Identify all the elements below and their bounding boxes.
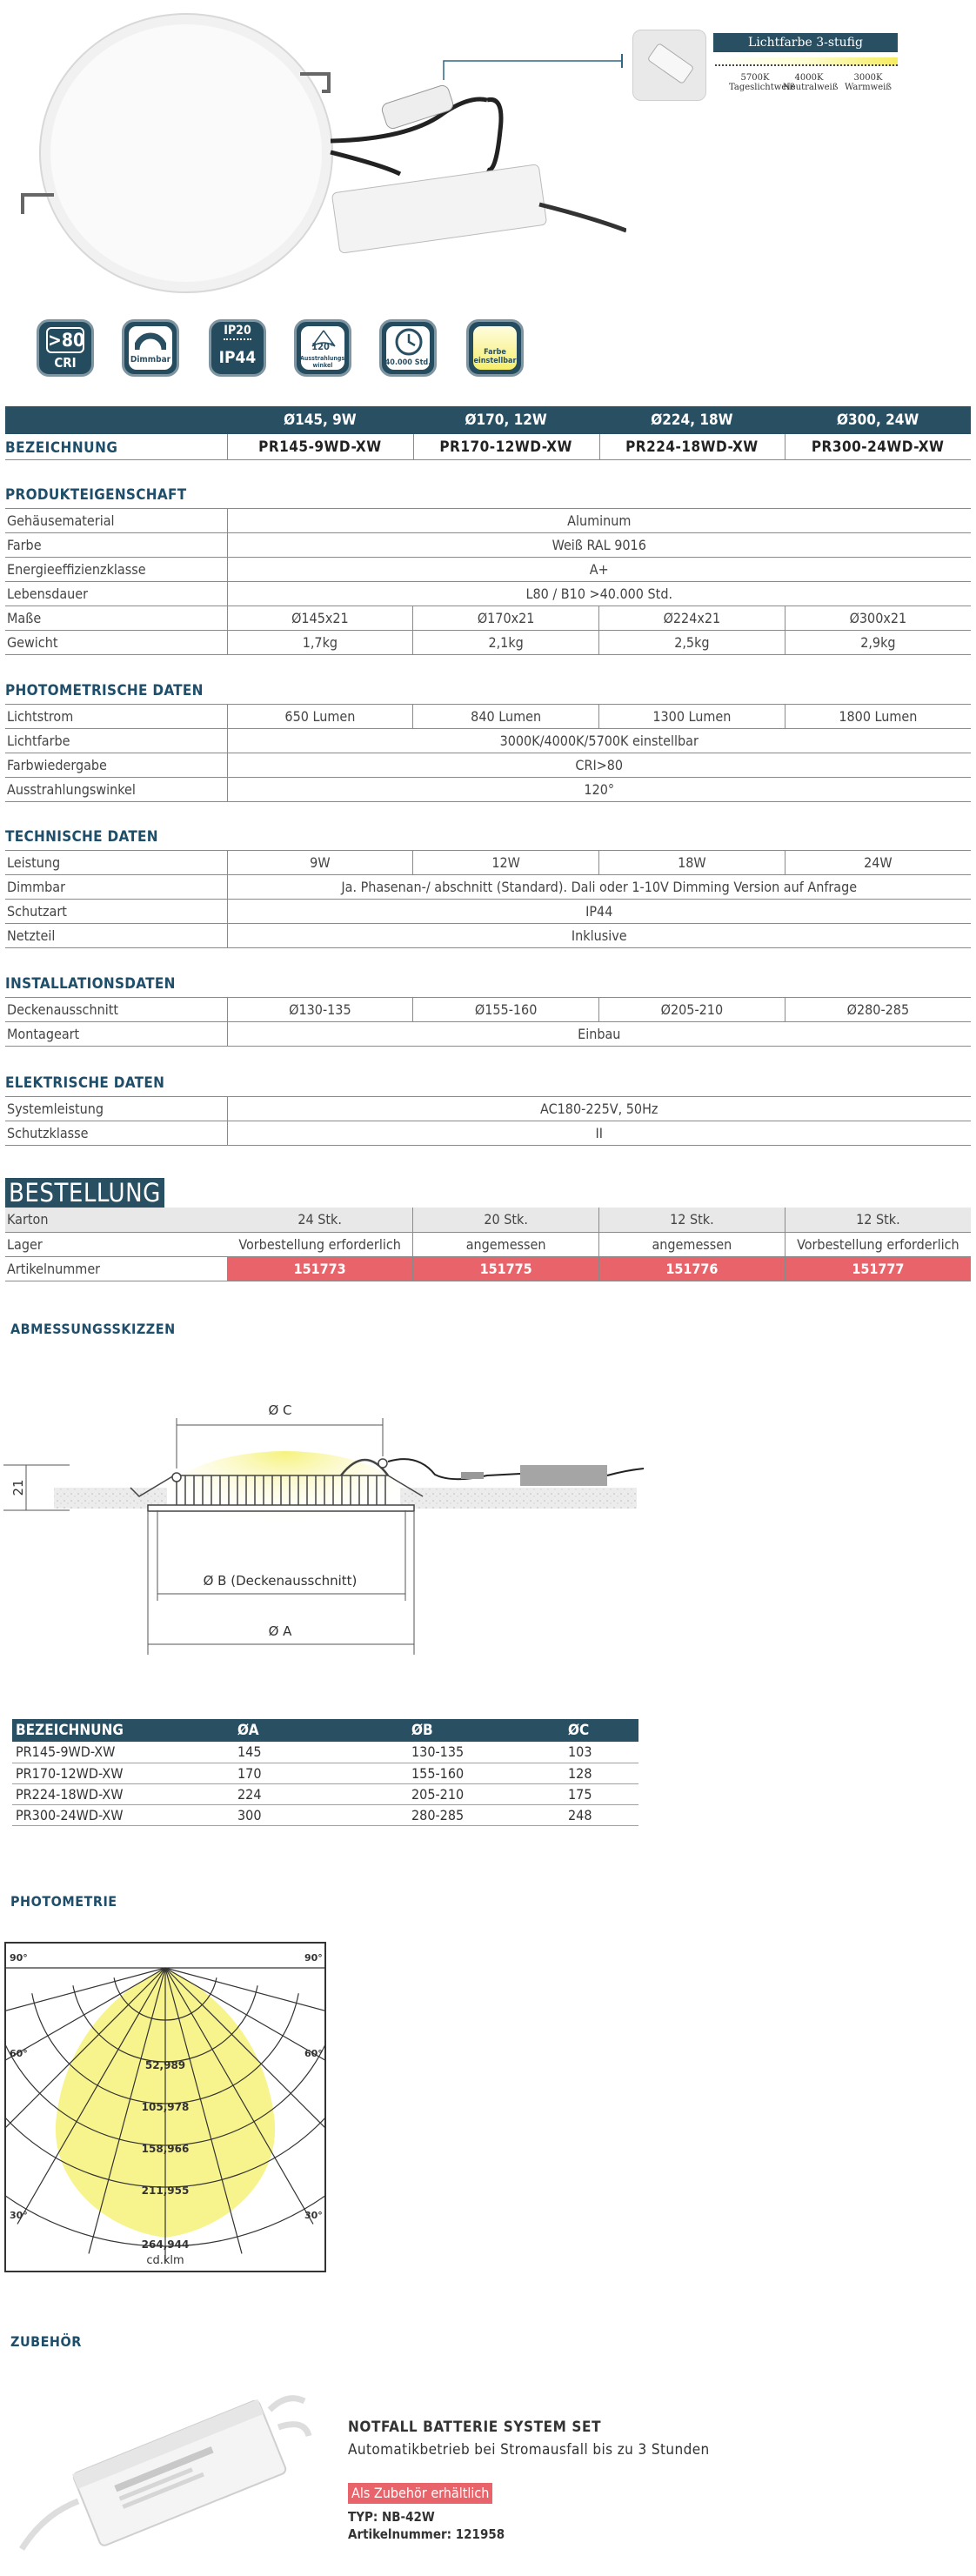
section-title-installation: INSTALLATIONSDATEN [5, 975, 176, 993]
order-table [5, 1208, 971, 1281]
angle-label: 30° [304, 2210, 323, 2221]
color-adjustable-icon: Farbe einstellbar [466, 319, 524, 377]
spec-value: 24W [785, 851, 971, 875]
cri-icon: >80 CRI [37, 319, 94, 377]
spec-label: Ausstrahlungswinkel [5, 778, 227, 802]
spec-label: Lichtstrom [5, 705, 227, 729]
bezeichnung-row [5, 434, 971, 460]
spec-row [5, 606, 971, 631]
zubehoer-title: ZUBEHÖR [10, 2333, 82, 2350]
unit-label: cd.klm [146, 2254, 184, 2267]
spec-row [5, 875, 971, 900]
dims-header: ØA [234, 1719, 408, 1742]
accessory-subtitle: Automatikbetrieb bei Stromausfall bis zu 3 Stunden [348, 2441, 710, 2459]
spec-row [5, 558, 971, 582]
order-label: Karton [5, 1208, 227, 1232]
spec-label: Gewicht [5, 631, 227, 655]
spec-row [5, 998, 971, 1022]
spec-table-installation [5, 997, 971, 1047]
order-value: 12 Stk. [785, 1208, 971, 1232]
dims-cell: 300 [234, 1804, 408, 1825]
dims-cell: 155-160 [408, 1763, 565, 1783]
product-photo [0, 0, 626, 296]
spec-label: Dimmbar [5, 875, 227, 900]
section-title-produkt: PRODUKTEIGENSCHAFT [5, 486, 187, 504]
col-header: Ø224, 18W [651, 411, 733, 429]
battery-pack-photo [17, 2384, 313, 2558]
bezeichnung-label: BEZEICHNUNG [5, 439, 118, 457]
col-header: Ø145, 9W [284, 411, 357, 429]
spec-value: 1300 Lumen [599, 705, 785, 729]
spec-value: II [227, 1121, 971, 1146]
dim-label-h: 21 [10, 1479, 26, 1496]
spec-value: Ja. Phasenan-/ abschnitt (Standard). Dali oder 1-10V Dimming Version auf Anfrage [227, 875, 971, 900]
accessory-badge: Als Zubehör erhältlich [348, 2483, 492, 2504]
angle-label: 60° [10, 2048, 28, 2059]
spec-value: 2,1kg [413, 631, 599, 655]
spec-value: Ø300x21 [785, 606, 971, 631]
spec-value: A+ [227, 558, 971, 582]
article-number: 151775 [413, 1256, 599, 1281]
order-value: angemessen [413, 1232, 599, 1256]
spec-label: Schutzklasse [5, 1121, 227, 1146]
spec-row [5, 582, 971, 606]
angle-label: 90° [10, 1952, 28, 1964]
model-header [5, 406, 971, 434]
spec-value: 9W [227, 851, 413, 875]
dims-cell: PR224-18WD-XW [12, 1783, 234, 1804]
spec-value: Ø224x21 [599, 606, 785, 631]
dims-cell: PR145-9WD-XW [12, 1742, 234, 1763]
dims-cell: 103 [565, 1742, 638, 1763]
spec-label: Gehäusematerial [5, 509, 227, 533]
spec-row [5, 778, 971, 802]
accessory-article: Artikelnummer: 121958 [348, 2526, 505, 2542]
section-title-photometrisch: PHOTOMETRISCHE DATEN [5, 682, 204, 699]
spec-row [5, 753, 971, 778]
spec-row [5, 533, 971, 558]
order-value: Vorbestellung erforderlich [785, 1232, 971, 1256]
spec-value: AC180-225V, 50Hz [227, 1097, 971, 1121]
order-row [5, 1256, 971, 1281]
col-header: Ø170, 12W [465, 411, 547, 429]
accessory-type: TYP: NB-42W [348, 2509, 435, 2525]
spec-row [5, 729, 971, 753]
spec-value: 12W [413, 851, 599, 875]
spec-value: 2,5kg [599, 631, 785, 655]
spec-value: 3000K/4000K/5700K einstellbar [227, 729, 971, 753]
dims-cell: 175 [565, 1783, 638, 1804]
spec-value: Ø205-210 [599, 998, 785, 1022]
spec-label: Maße [5, 606, 227, 631]
spec-value: CRI>80 [227, 753, 971, 778]
angle-label: 60° [304, 2048, 323, 2059]
spec-value: Ø170x21 [413, 606, 599, 631]
section-title-technisch: TECHNISCHE DATEN [5, 828, 158, 846]
spec-value: Ø145x21 [227, 606, 413, 631]
model-code: PR224-18WD-XW [625, 438, 759, 456]
controller-inset [632, 30, 706, 101]
spec-label: Schutzart [5, 900, 227, 924]
spec-table-elektrisch [5, 1096, 971, 1146]
ring-value: 211,955 [141, 2185, 190, 2197]
dim-label-b: Ø B (Deckenausschnitt) [203, 1573, 358, 1589]
spec-value: 1800 Lumen [785, 705, 971, 729]
spec-value: L80 / B10 >40.000 Std. [227, 582, 971, 606]
dims-table [12, 1719, 638, 1826]
model-code: PR145-9WD-XW [258, 438, 382, 456]
dims-header: ØB [408, 1719, 565, 1742]
lichtfarbe-gradient [715, 57, 898, 66]
spec-row [5, 1022, 971, 1047]
article-number: 151776 [599, 1256, 785, 1281]
spec-label: Lichtfarbe [5, 729, 227, 753]
spec-row [5, 705, 971, 729]
spec-row [5, 900, 971, 924]
spec-value: 650 Lumen [227, 705, 413, 729]
article-number: 151777 [785, 1256, 971, 1281]
spec-row [5, 1121, 971, 1146]
model-code: PR170-12WD-XW [439, 438, 572, 456]
dims-row [12, 1783, 638, 1804]
spec-value: 2,9kg [785, 631, 971, 655]
dims-cell: 145 [234, 1742, 408, 1763]
ring-value: 264,944 [141, 2238, 190, 2251]
ring-value: 105,978 [141, 2101, 190, 2113]
dims-header: BEZEICHNUNG [12, 1719, 234, 1742]
dims-cell: 224 [234, 1783, 408, 1804]
spec-row [5, 631, 971, 655]
spec-row [5, 1097, 971, 1121]
spec-value: 1,7kg [227, 631, 413, 655]
dim-label-c: Ø C [268, 1402, 292, 1418]
lichtfarbe-tick-5700: 5700K Tageslichtweiß [729, 73, 796, 92]
accessory-title: NOTFALL BATTERIE SYSTEM SET [348, 2419, 602, 2436]
order-value: Vorbestellung erforderlich [227, 1232, 413, 1256]
spec-value: 18W [599, 851, 785, 875]
model-code: PR300-24WD-XW [811, 438, 945, 456]
lifetime-icon: 40.000 Std. [379, 319, 437, 377]
dims-cell: 130-135 [408, 1742, 565, 1763]
angle-label: 30° [10, 2210, 28, 2221]
spec-label: Farbe [5, 533, 227, 558]
angle-label: 90° [304, 1952, 323, 1964]
order-label: Lager [5, 1232, 227, 1256]
dims-cell: 170 [234, 1763, 408, 1783]
spec-label: Montageart [5, 1022, 227, 1047]
spec-label: Leistung [5, 851, 227, 875]
spec-row [5, 509, 971, 533]
spec-label: Netzteil [5, 924, 227, 948]
spec-table-photometrisch [5, 704, 971, 802]
spec-value: Ø130-135 [227, 998, 413, 1022]
spec-value: Ø280-285 [785, 998, 971, 1022]
spec-label: Energieeffizienzklasse [5, 558, 227, 582]
spec-value: IP44 [227, 900, 971, 924]
order-value: angemessen [599, 1232, 785, 1256]
spec-label: Lebensdauer [5, 582, 227, 606]
order-row [5, 1208, 971, 1232]
spec-label: Systemleistung [5, 1097, 227, 1121]
dims-cell: PR300-24WD-XW [12, 1804, 234, 1825]
lichtfarbe-tick-4000: 4000K Neutralweiß [783, 73, 839, 92]
order-value: 12 Stk. [599, 1208, 785, 1232]
spec-value: Weiß RAL 9016 [227, 533, 971, 558]
spec-table-produkt [5, 508, 971, 655]
article-number: 151773 [227, 1256, 413, 1281]
spec-value: 120° [227, 778, 971, 802]
bestellung-title: BESTELLUNG [5, 1178, 164, 1208]
lichtfarbe-tick-3000: 3000K Warmweiß [845, 73, 892, 92]
order-label: Artikelnummer [5, 1256, 227, 1281]
spec-label: Deckenausschnitt [5, 998, 227, 1022]
order-row [5, 1232, 971, 1256]
ring-value: 158,966 [141, 2143, 190, 2155]
photometrie-title: PHOTOMETRIE [10, 1893, 117, 1910]
section-title-elektrisch: ELEKTRISCHE DATEN [5, 1074, 165, 1092]
lichtfarbe-label: Lichtfarbe 3-stufig [713, 33, 898, 52]
dims-cell: 128 [565, 1763, 638, 1783]
spec-label: Farbwiedergabe [5, 753, 227, 778]
dims-row [12, 1804, 638, 1825]
spec-row [5, 924, 971, 948]
beam-angle-icon: 120° Ausstrahlungs-winkel [294, 319, 351, 377]
col-header: Ø300, 24W [837, 411, 919, 429]
dims-header: ØC [565, 1719, 638, 1742]
spec-value: Aluminum [227, 509, 971, 533]
order-value: 24 Stk. [227, 1208, 413, 1232]
dims-cell: 205-210 [408, 1783, 565, 1804]
spec-value: 840 Lumen [413, 705, 599, 729]
ip-rating-icon: IP20 IP44 [209, 319, 266, 377]
dim-label-a: Ø A [268, 1623, 292, 1639]
dims-cell: PR170-12WD-XW [12, 1763, 234, 1783]
polar-diagram [4, 1942, 326, 2272]
order-value: 20 Stk. [413, 1208, 599, 1232]
spec-value: Einbau [227, 1022, 971, 1047]
dims-cell: 280-285 [408, 1804, 565, 1825]
dimension-sketch [0, 1366, 661, 1662]
spec-value: Ø155-160 [413, 998, 599, 1022]
spec-table-technisch [5, 850, 971, 948]
abmessung-title: ABMESSUNGSSKIZZEN [10, 1321, 176, 1337]
dims-row [12, 1763, 638, 1783]
dimmable-icon: Dimmbar [122, 319, 179, 377]
spec-value: Inklusive [227, 924, 971, 948]
dims-cell: 248 [565, 1804, 638, 1825]
spec-row [5, 851, 971, 875]
dims-row [12, 1742, 638, 1763]
ring-value: 52,989 [144, 2059, 186, 2071]
